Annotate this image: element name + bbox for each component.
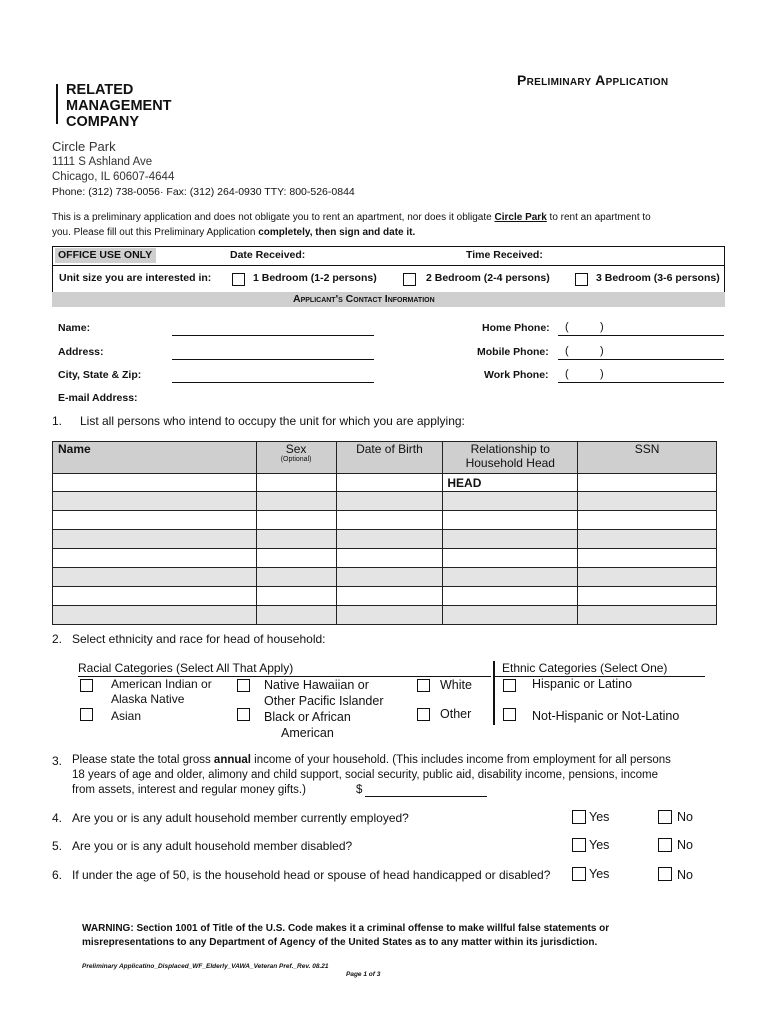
race-asian-checkbox[interactable] — [80, 708, 93, 721]
col-header-sex — [256, 442, 336, 474]
date-received-label: Date Received: — [230, 249, 306, 261]
q2-number: 2. — [52, 632, 63, 646]
name-field[interactable] — [172, 335, 374, 336]
table-cell[interactable] — [336, 492, 443, 511]
q2-text: Select ethnicity and race for head of household: — [72, 632, 326, 646]
q6-number: 6. — [52, 868, 63, 882]
race-native-hawaiian-label — [264, 677, 384, 709]
race-nh-line2: Other Pacific Islander — [264, 694, 384, 708]
race-asian-label: Asian — [111, 709, 142, 723]
q5-yes-checkbox[interactable] — [572, 838, 586, 852]
table-cell-head: HEAD — [443, 474, 578, 492]
table-row — [53, 530, 717, 549]
ethnicity-not-hispanic-label: Not-Hispanic or Not-Latino — [532, 709, 680, 723]
property-name: Circle Park — [52, 139, 116, 154]
property-city: Chicago, IL 60607-4644 — [52, 171, 175, 183]
property-street: 1111 S Ashland Ave — [52, 156, 153, 168]
table-cell[interactable] — [336, 474, 443, 492]
table-cell[interactable] — [578, 474, 717, 492]
warning-line-1: WARNING: Section 1001 of Title of the U.S. Code makes it a criminal offense to make willful false statements or — [82, 923, 610, 934]
intro-line-1: This is a preliminary application and does not obligate you to rent an apartment, nor does it obligate Circle Park to rent an apartment to — [52, 212, 651, 223]
table-cell[interactable] — [256, 511, 336, 530]
q6-yes-checkbox[interactable] — [572, 867, 586, 881]
address-label: Address: — [58, 346, 104, 358]
race-ai-line1: American Indian or — [111, 677, 212, 691]
time-received-label: Time Received: — [466, 249, 543, 261]
table-cell[interactable] — [578, 587, 717, 606]
annual-income-field[interactable] — [365, 796, 487, 797]
email-label: E-mail Address: — [58, 392, 138, 404]
table-cell[interactable] — [336, 568, 443, 587]
q4-no-label: No — [677, 810, 693, 824]
address-field[interactable] — [172, 359, 374, 360]
q6-no-checkbox[interactable] — [658, 867, 672, 881]
city-label: City, State & Zip: — [58, 369, 142, 381]
home-phone-paren-close: ) — [600, 321, 604, 333]
city-field[interactable] — [172, 382, 374, 383]
table-cell[interactable] — [53, 568, 257, 587]
table-cell[interactable] — [53, 549, 257, 568]
mobile-phone-paren-close: ) — [600, 345, 604, 357]
home-phone-field[interactable] — [558, 335, 724, 336]
ethnicity-hispanic-checkbox[interactable] — [503, 679, 516, 692]
property-phones: Phone: (312) 738-0056· Fax: (312) 264-0930 TTY: 800-526-0844 — [52, 186, 355, 198]
work-phone-field[interactable] — [558, 382, 724, 383]
race-white-checkbox[interactable] — [417, 679, 430, 692]
q3-line-1: Please state the total gross annual income of your household. (This includes income from employment for all persons — [72, 754, 671, 766]
q4-number: 4. — [52, 811, 63, 825]
race-other-label: Other — [440, 707, 472, 721]
company-line-2: MANAGEMENT — [66, 98, 172, 114]
unit-2br-label: 2 Bedroom (2-4 persons) — [426, 272, 550, 284]
mobile-phone-label: Mobile Phone: — [477, 346, 549, 358]
q3-dollar: $ — [356, 784, 363, 796]
racial-header: Racial Categories (Select All That Apply) — [78, 661, 294, 675]
table-cell[interactable] — [443, 549, 578, 568]
category-divider — [493, 661, 495, 725]
q4-text: Are you or is any adult household member currently employed? — [72, 811, 409, 825]
office-divider — [52, 265, 725, 266]
ethnic-header: Ethnic Categories (Select One) — [502, 661, 668, 675]
table-cell[interactable] — [53, 530, 257, 549]
col-header-rel-line2: Household Head — [465, 456, 555, 470]
q6-text: If under the age of 50, is the household head or spouse of head handicapped or disabled? — [72, 868, 551, 882]
col-header-sex-note: (Optional) — [280, 456, 312, 463]
table-row — [53, 568, 717, 587]
table-cell[interactable] — [256, 587, 336, 606]
table-cell[interactable] — [578, 492, 717, 511]
q1-text: List all persons who intend to occupy the unit for which you are applying: — [80, 414, 465, 428]
col-header-ssn: SSN — [578, 442, 717, 474]
col-header-sex-label: Sex — [285, 442, 307, 456]
table-cell[interactable] — [578, 511, 717, 530]
table-cell[interactable] — [336, 549, 443, 568]
unit-size-label: Unit size you are interested in: — [59, 272, 212, 284]
q3-line-2: 18 years of age and older, alimony and child support, social security, public aid, disability income, pensions, income — [72, 769, 658, 781]
table-cell[interactable] — [443, 511, 578, 530]
col-header-dob: Date of Birth — [336, 442, 443, 474]
q3-number: 3. — [52, 754, 63, 768]
table-cell[interactable] — [443, 587, 578, 606]
q4-yes-label: Yes — [589, 810, 610, 824]
race-black-line1: Black or African — [264, 710, 351, 724]
warning-line-2: misrepresentations to any Department of Agency of the United States as to any matter within its jurisdiction. — [82, 937, 598, 948]
company-line-1: RELATED — [66, 82, 134, 98]
col-header-relationship — [443, 442, 578, 474]
home-phone-label: Home Phone: — [482, 322, 550, 334]
table-cell[interactable] — [53, 492, 257, 511]
mobile-phone-field[interactable] — [558, 359, 724, 360]
race-black-label — [264, 709, 351, 741]
q5-no-checkbox[interactable] — [658, 838, 672, 852]
q5-no-label: No — [677, 838, 693, 852]
intro-line-2: you. Please fill out this Preliminary Application completely, then sign and date it. — [52, 227, 416, 238]
unit-1br-label: 1 Bedroom (1-2 persons) — [253, 272, 377, 284]
footer-doc-id: Preliminary Applicatino_Displaced_WF_Elderly_VAWA_Veteran Pref._Rev. 08.21 — [82, 963, 329, 970]
ethnicity-hispanic-label: Hispanic or Latino — [532, 677, 633, 691]
q6-yes-label: Yes — [589, 867, 610, 881]
table-cell[interactable] — [336, 530, 443, 549]
table-cell[interactable] — [443, 492, 578, 511]
table-cell[interactable] — [336, 587, 443, 606]
unit-3br-checkbox[interactable] — [575, 273, 588, 286]
table-cell[interactable] — [336, 511, 443, 530]
race-ai-line2: Alaska Native — [111, 692, 185, 706]
logo-bar — [56, 84, 58, 124]
unit-2br-checkbox[interactable] — [403, 273, 416, 286]
table-row — [53, 474, 717, 492]
race-american-indian-label — [111, 677, 212, 707]
race-nh-line1: Native Hawaiian or — [264, 678, 369, 692]
q5-text: Are you or is any adult household member disabled? — [72, 839, 353, 853]
race-native-hawaiian-checkbox[interactable] — [237, 679, 250, 692]
q1-number: 1. — [52, 414, 63, 428]
q4-no-checkbox[interactable] — [658, 810, 672, 824]
q5-number: 5. — [52, 839, 63, 853]
table-row — [53, 606, 717, 625]
q4-yes-checkbox[interactable] — [572, 810, 586, 824]
table-cell[interactable] — [578, 606, 717, 625]
table-cell[interactable] — [336, 606, 443, 625]
race-black-line2: American — [281, 726, 334, 740]
table-cell[interactable] — [53, 474, 257, 492]
table-cell[interactable] — [443, 606, 578, 625]
table-cell[interactable] — [443, 568, 578, 587]
home-phone-paren-open: ( — [565, 321, 569, 333]
table-row — [53, 511, 717, 530]
q5-yes-label: Yes — [589, 838, 610, 852]
table-header-row — [53, 442, 717, 474]
table-cell[interactable] — [578, 568, 717, 587]
mobile-phone-paren-open: ( — [565, 345, 569, 357]
race-black-checkbox[interactable] — [237, 708, 250, 721]
work-phone-paren-close: ) — [600, 368, 604, 380]
occupants-table — [52, 441, 717, 625]
ethnicity-not-hispanic-checkbox[interactable] — [503, 708, 516, 721]
work-phone-paren-open: ( — [565, 368, 569, 380]
table-cell[interactable] — [578, 530, 717, 549]
page-title: Preliminary Application — [517, 72, 669, 88]
table-cell[interactable] — [256, 568, 336, 587]
race-american-indian-checkbox[interactable] — [80, 679, 93, 692]
table-cell[interactable] — [256, 474, 336, 492]
footer-page-number: Page 1 of 3 — [346, 971, 381, 978]
table-cell[interactable] — [53, 587, 257, 606]
table-cell[interactable] — [256, 492, 336, 511]
table-cell[interactable] — [578, 549, 717, 568]
unit-1br-checkbox[interactable] — [232, 273, 245, 286]
table-cell[interactable] — [256, 549, 336, 568]
table-cell[interactable] — [53, 511, 257, 530]
race-white-label: White — [440, 678, 472, 692]
table-cell[interactable] — [256, 530, 336, 549]
company-line-3: COMPANY — [66, 114, 140, 130]
table-cell[interactable] — [53, 606, 257, 625]
col-header-rel-line1: Relationship to — [470, 442, 550, 456]
contact-header: Applicant's Contact Information — [293, 293, 435, 305]
name-label: Name: — [58, 322, 91, 334]
office-use-label: OFFICE USE ONLY — [58, 249, 153, 261]
table-row — [53, 492, 717, 511]
unit-3br-label: 3 Bedroom (3-6 persons) — [596, 272, 720, 284]
q3-line-3: from assets, interest and regular money gifts.) — [72, 784, 306, 796]
work-phone-label: Work Phone: — [484, 369, 549, 381]
table-cell[interactable] — [443, 530, 578, 549]
company-logo — [66, 82, 172, 130]
col-header-name: Name — [53, 442, 257, 474]
table-cell[interactable] — [256, 606, 336, 625]
race-other-checkbox[interactable] — [417, 708, 430, 721]
q6-no-label: No — [677, 868, 693, 882]
table-row — [53, 549, 717, 568]
table-row — [53, 587, 717, 606]
